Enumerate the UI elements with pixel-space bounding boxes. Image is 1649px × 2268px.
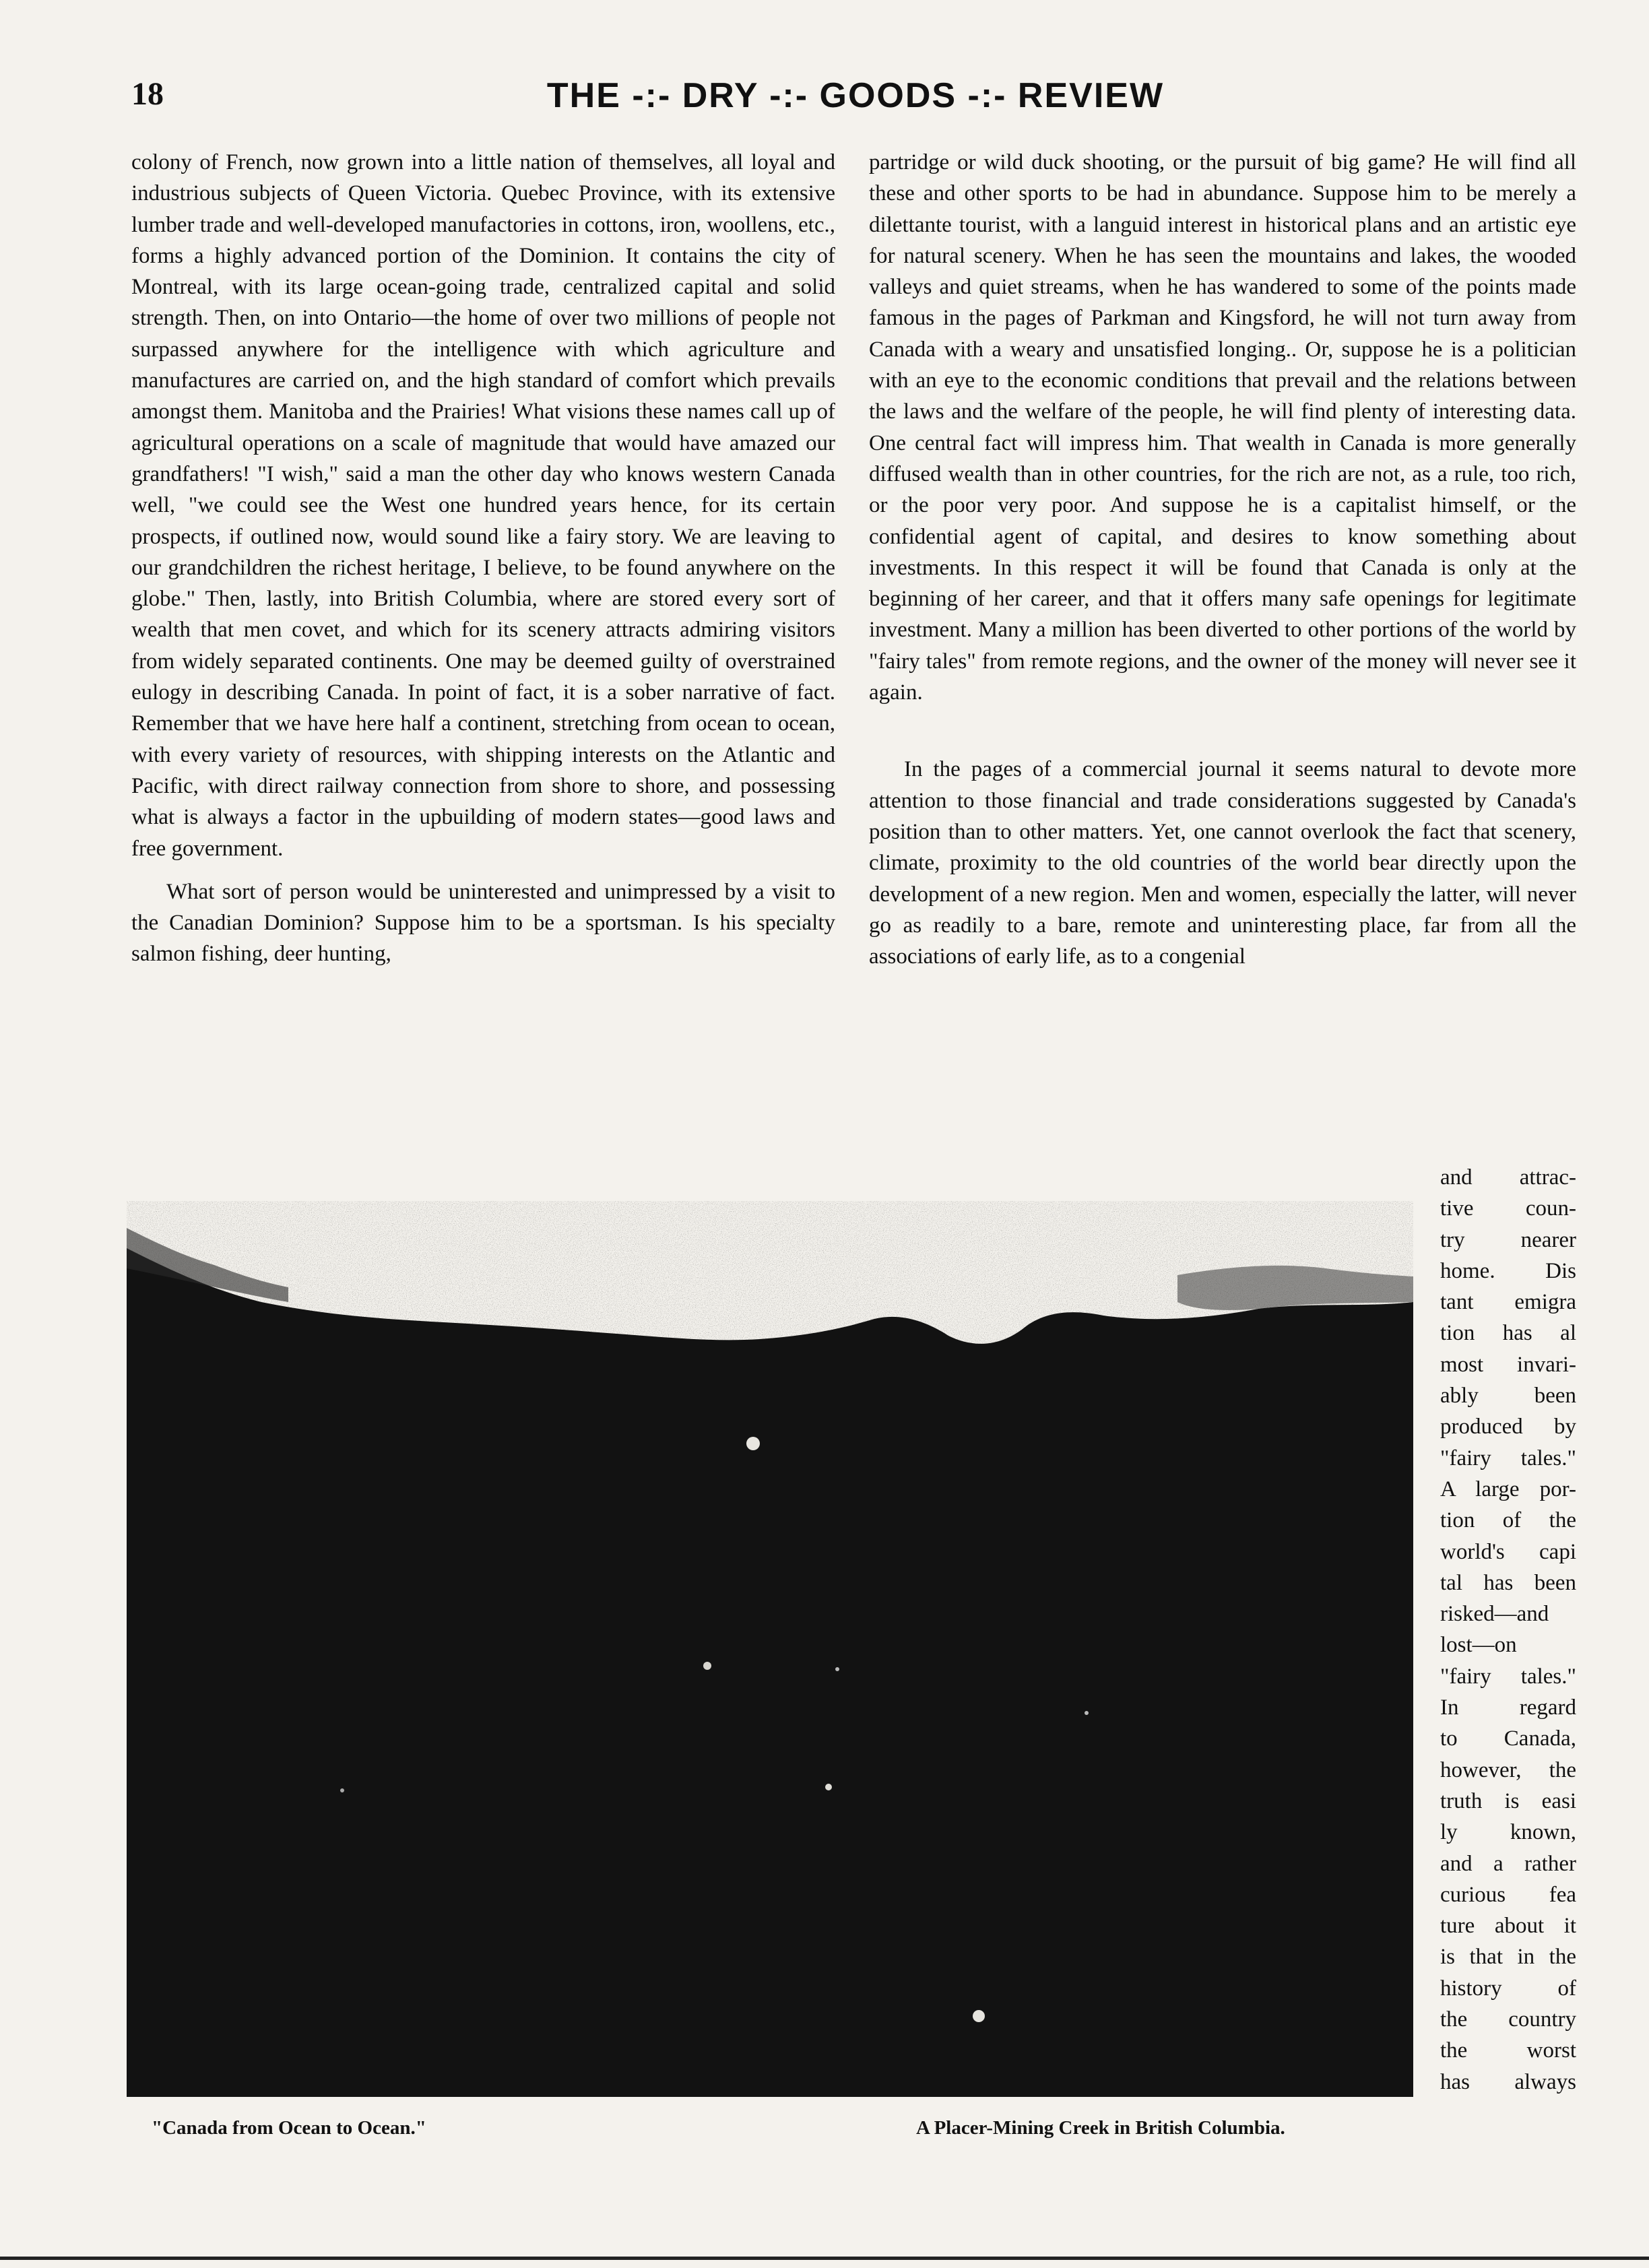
- narrow-column-line: ably been: [1440, 1384, 1576, 1408]
- narrow-column-line: truth is easi: [1440, 1788, 1576, 1813]
- narrow-column-line: and attrac-: [1440, 1165, 1576, 1190]
- narrow-column-line: "fairy tales.": [1440, 1664, 1576, 1689]
- narrow-column-line: lost—on: [1440, 1633, 1517, 1658]
- photo-caption-right: A Placer-Mining Creek in British Columbia.: [916, 2117, 1285, 2139]
- narrow-text-column: [1440, 1162, 1576, 2098]
- narrow-column-line: to Canada,: [1440, 1726, 1576, 1751]
- placer-mining-photo: [127, 1201, 1413, 2097]
- narrow-column-line: tive coun-: [1440, 1196, 1576, 1221]
- narrow-column-line: In regard: [1440, 1695, 1576, 1720]
- narrow-column-line: "fairy tales.": [1440, 1446, 1576, 1470]
- paragraph: In the pages of a commercial journal it seems natural to devote more attention to those financial and trade considerations suggested by Canada's position than to other matters. Yet, one cannot overlook the fact that scenery, climate, proximity to the old countries of the world bear directly upon the development of a new region. Men and women, especially the latter, will never go as readily to a bare, remote and uninteresting place, far from all the associations of early life, as to a congenial: [869, 757, 1576, 969]
- narrow-column-line: world's capi: [1440, 1539, 1576, 1564]
- narrow-column-line: home. Dis: [1440, 1258, 1576, 1283]
- narrow-column-line: and a rather: [1440, 1851, 1576, 1876]
- narrow-column-line: curious fea: [1440, 1882, 1576, 1907]
- page-number: 18: [131, 76, 164, 112]
- left-column: [131, 147, 835, 970]
- paragraph: partridge or wild duck shooting, or the pursuit of big game? He will find all these and other sports to be had in abundance. Suppose him to be merely a dilettante tourist, with a languid interest in historical plans and an artistic eye for natural scenery. When he has seen the mountains and lakes, the wooded valleys and quiet streams, when he has wandered to some of the points made famous in the pages of Parkman and Kingsford, he will not turn away from Canada with a weary and unsatisfied longing.. Or, suppose he is a politician with an eye to the economic conditions that prevail and the relations between the laws and the welfare of the people, he will find plenty of interesting data. One central fact will impress him. That wealth in Canada is more generally diffused wealth than in other countries, for the rich are not, as a rule, too rich, or the poor very poor. And suppose he is a capitalist himself, or the confidential agent of capital, and desires to know something about investments. In this respect it will be found that Canada is only at the beginning of her career, and that it offers many safe openings for legitimate investment. Many a million has been diverted to other portions of the world by "fairy tales" from remote regions, and the owner of the money will never see it again.: [869, 150, 1576, 705]
- narrow-column-line: has always: [1440, 2069, 1576, 2094]
- masthead-title: THE -:- DRY -:- GOODS -:- REVIEW: [546, 76, 1165, 115]
- narrow-column-line: most invari-: [1440, 1352, 1576, 1377]
- narrow-column-line: tal has been: [1440, 1570, 1576, 1595]
- narrow-column-line: the country: [1440, 2007, 1576, 2032]
- narrow-column-line: tant emigra: [1440, 1290, 1576, 1315]
- narrow-column-line: tion of the: [1440, 1508, 1576, 1533]
- page-header: [131, 75, 1580, 123]
- narrow-column-line: however, the: [1440, 1757, 1576, 1782]
- paragraph: What sort of person would be uninterested and unimpressed by a visit to the Canadian Dominion? Suppose him to be a sportsman. Is his specialty salmon fishing, deer hunting,: [131, 879, 835, 967]
- narrow-column-line: A large por-: [1440, 1477, 1576, 1501]
- photo-caption-left: "Canada from Ocean to Ocean.": [152, 2117, 426, 2139]
- paragraph: colony of French, now grown into a little nation of themselves, all loyal and industrious subjects of Queen Victoria. Quebec Province, with its extensive lumber trade and well-developed manufactories in cottons, iron, woollens, etc., forms a highly advanced portion of the Dominion. It contains the city of Montreal, with its large ocean-going trade, centralized capital and solid strength. Then, on into Ontario—the home of over two millions of people not surpassed anywhere for the intelligence with which agriculture and manufactures are carried on, and the high standard of comfort which prevails amongst them. Manitoba and the Prairies! What visions these names call up of agricultural operations on a scale of magnitude that would have amazed our grandfathers! "I wish," said a man the other day who knows western Canada well, "we could see the West one hundred years hence, for its certain prospects, if outlined now, would sound like a fairy story. We are leaving to our grandchildren the richest heritage, I believe, to be found anywhere on the globe." Then, lastly, into British Columbia, where are stored every sort of wealth that men covet, and which for its scenery attracts admiring visitors from widely separated continents. One may be deemed guilty of overstrained eulogy in describing Canada. In point of fact, it is a sober narrative of fact. Remember that we have here half a continent, stretching from ocean to ocean, with every variety of resources, with shipping interests on the Atlantic and Pacific, with direct railway connection from shore to shore, and possessing what is always a factor in the upbuilding of modern states—good laws and free government.: [131, 150, 835, 861]
- narrow-column-line: try nearer: [1440, 1227, 1576, 1252]
- narrow-column-line: risked—and: [1440, 1602, 1549, 1627]
- narrow-column-line: the worst: [1440, 2038, 1576, 2063]
- right-column: [869, 147, 1576, 972]
- narrow-column-line: ture about it: [1440, 1914, 1576, 1939]
- narrow-column-line: ly known,: [1440, 1820, 1576, 1845]
- narrow-column-line: tion has al: [1440, 1321, 1576, 1346]
- narrow-column-line: is that in the: [1440, 1945, 1576, 1970]
- narrow-column-line: history of: [1440, 1976, 1576, 2001]
- page-bottom-rule: [0, 2257, 1649, 2260]
- narrow-column-line: produced by: [1440, 1415, 1576, 1439]
